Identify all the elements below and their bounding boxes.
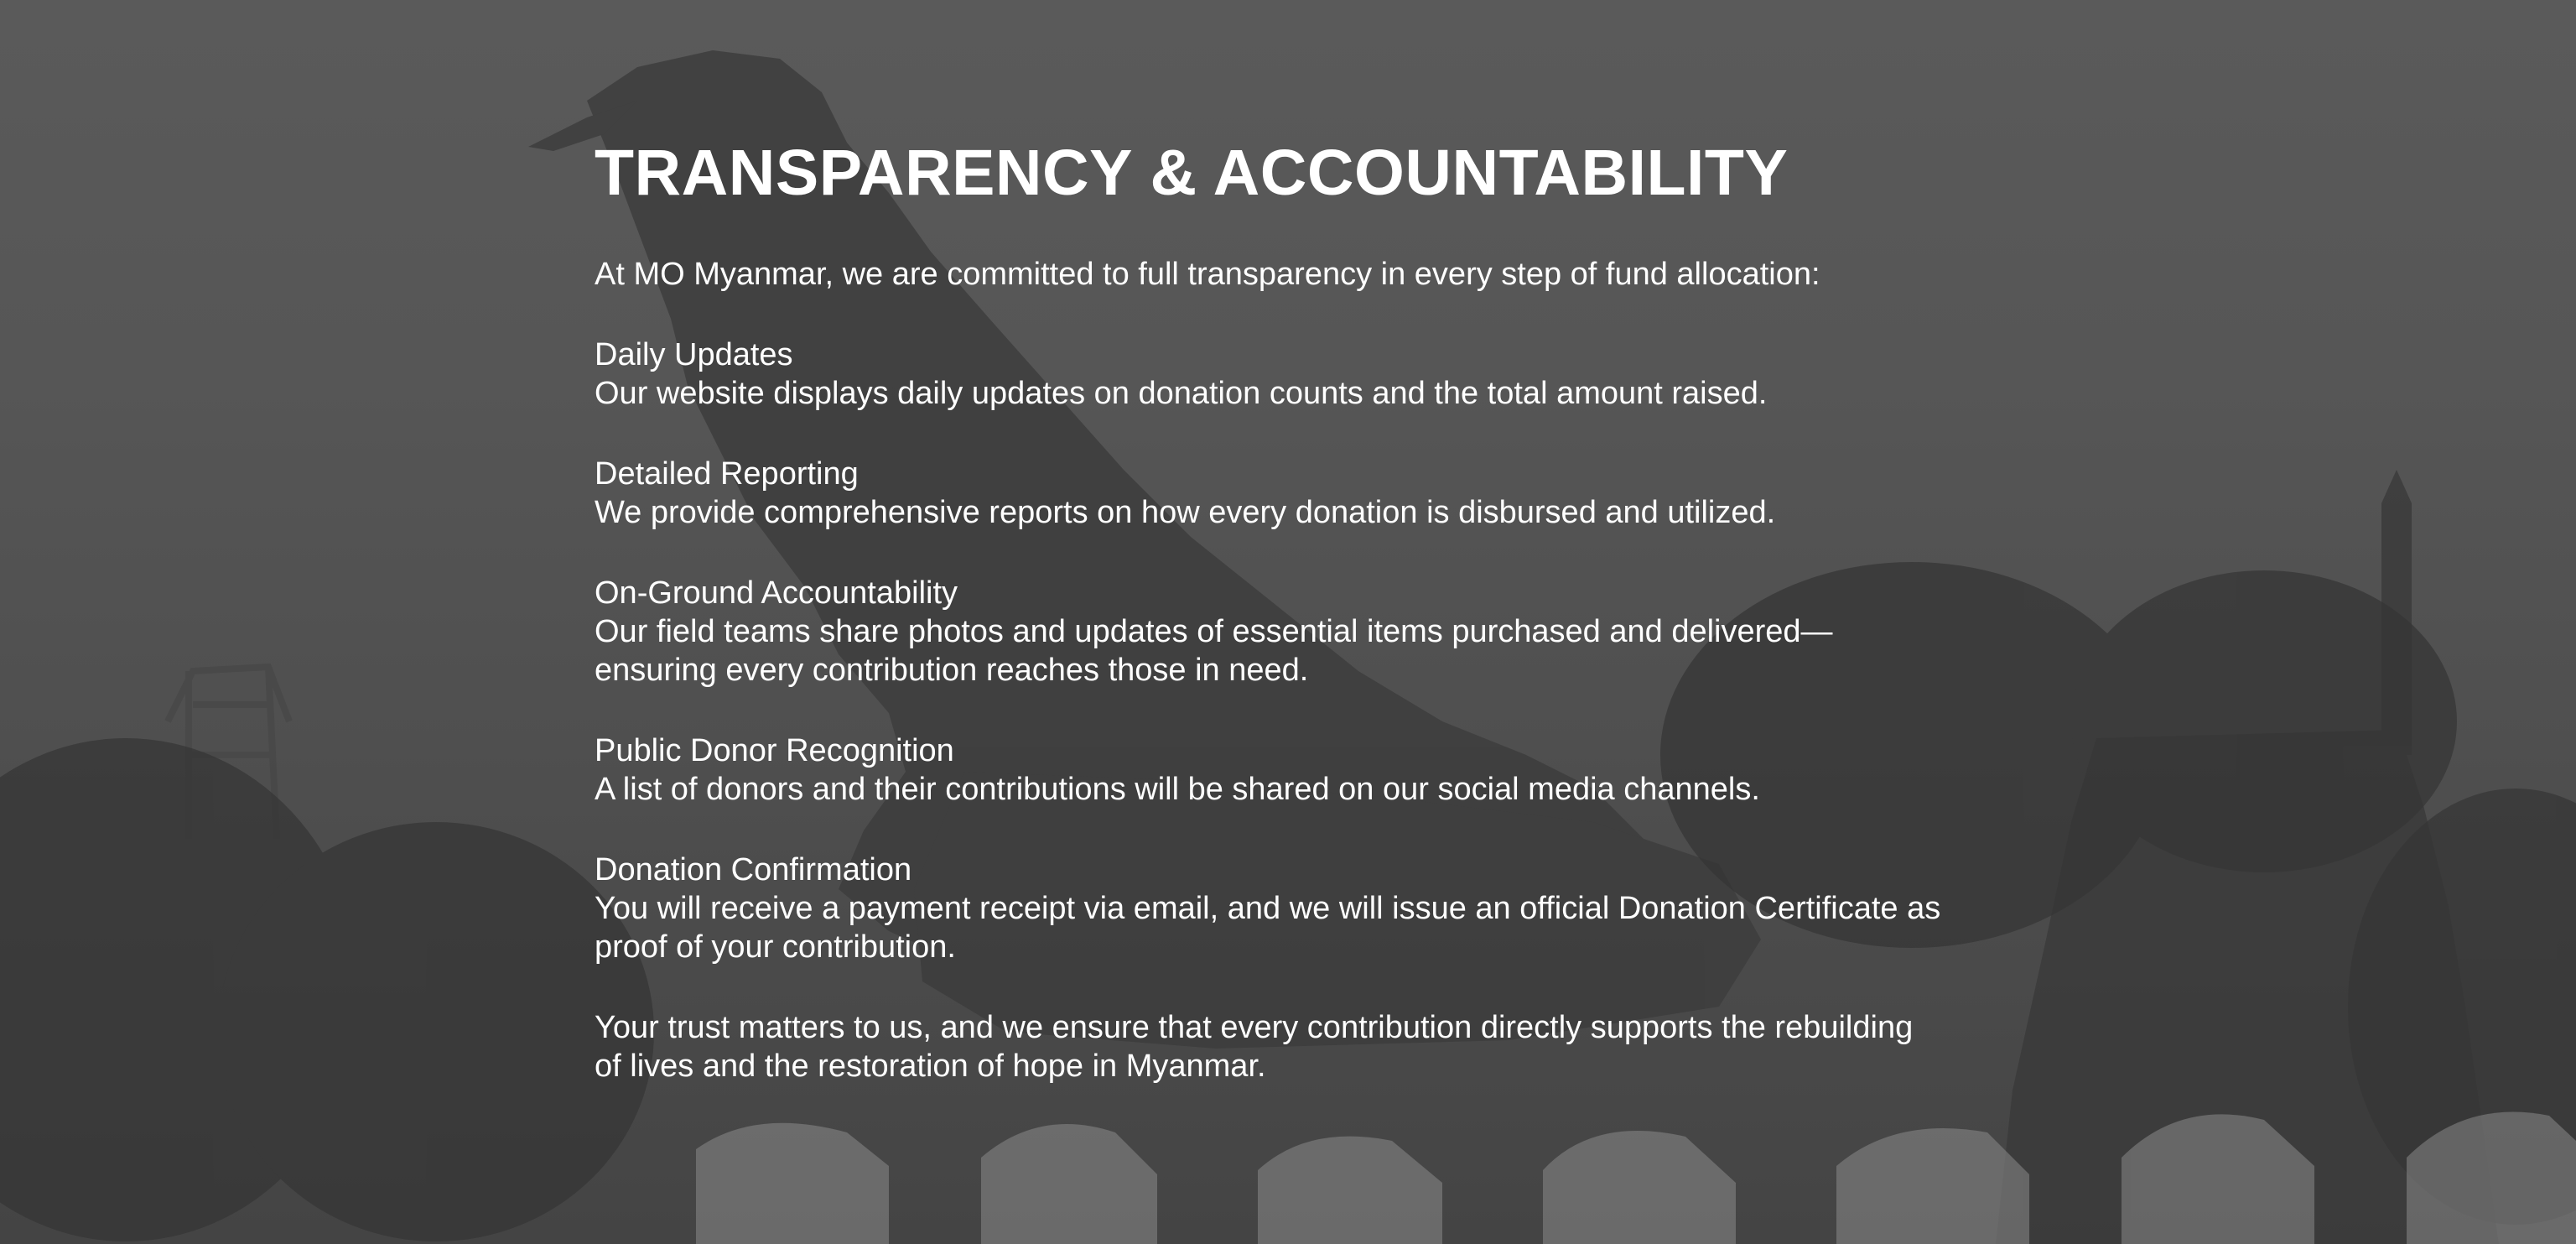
section-body: A list of donors and their contributions will be shared on our social media channels. bbox=[595, 772, 1760, 807]
intro-text: At MO Myanmar, we are committed to full transparency in every step of fund allocation: bbox=[595, 257, 1820, 292]
section-body: You will receive a payment receipt via email, and we will issue an official Donation Certificate as proof of your contribution. bbox=[595, 891, 1941, 965]
section-heading: Daily Updates bbox=[595, 337, 793, 372]
section-heading: Detailed Reporting bbox=[595, 456, 859, 492]
section-detailed-reporting bbox=[595, 455, 2020, 532]
page-title: TRANSPARENCY & ACCOUNTABILITY bbox=[595, 137, 1789, 209]
closing-text: Your trust matters to us, and we ensure that every contribution directly supports the rebuilding of lives and the restoration of hope in Myanmar. bbox=[595, 1010, 1914, 1084]
section-heading: On-Ground Accountability bbox=[595, 575, 958, 611]
section-heading: Donation Confirmation bbox=[595, 852, 912, 887]
section-public-donor-recognition bbox=[595, 731, 2020, 809]
section-body: Our field teams share photos and updates of essential items purchased and delivered— ensuring every contribution reaches those in need. bbox=[595, 614, 1833, 688]
transparency-content bbox=[595, 128, 2020, 1085]
section-body: Our website displays daily updates on donation counts and the total amount raised. bbox=[595, 376, 1768, 411]
section-body: We provide comprehensive reports on how every donation is disbursed and utilized. bbox=[595, 495, 1776, 530]
section-daily-updates bbox=[595, 336, 2020, 413]
section-on-ground-accountability bbox=[595, 574, 2020, 690]
section-heading: Public Donor Recognition bbox=[595, 733, 954, 768]
section-donation-confirmation bbox=[595, 851, 2020, 966]
